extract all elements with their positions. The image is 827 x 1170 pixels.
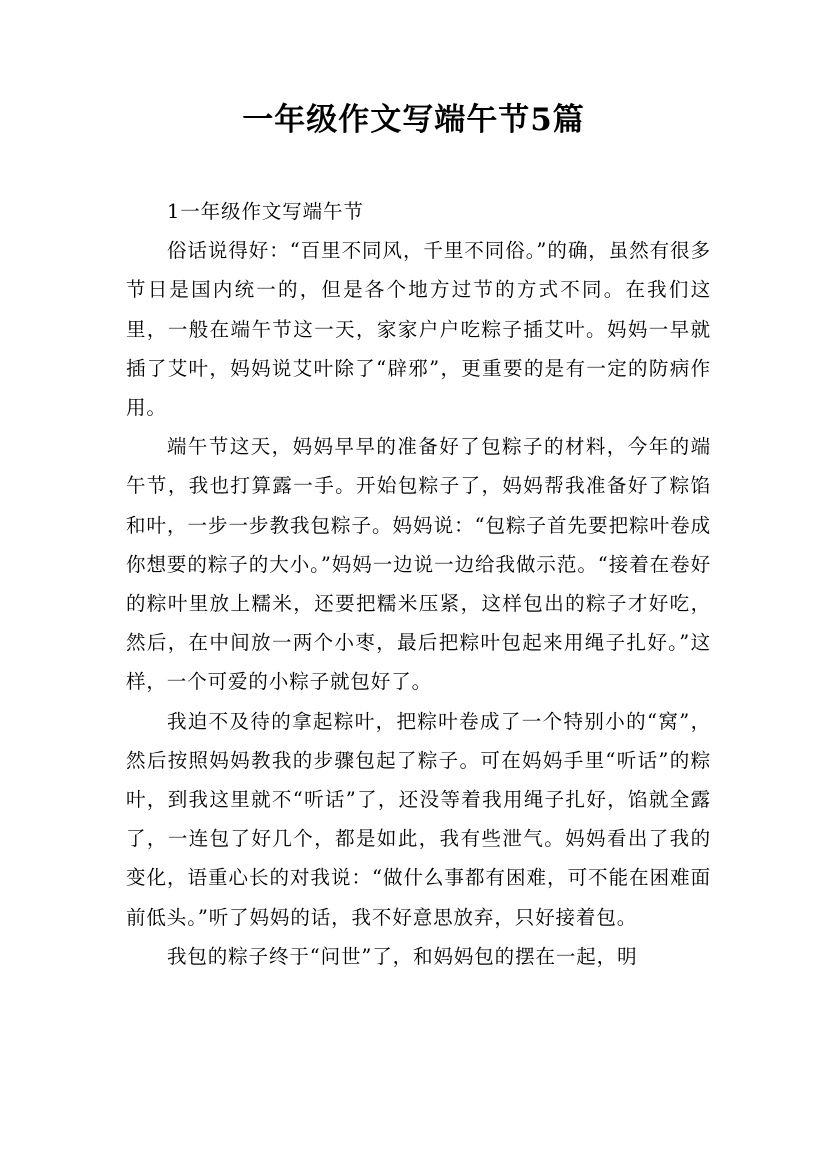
document-body <box>126 192 711 976</box>
body-paragraph: 我包的粽子终于“问世”了，和妈妈包的摆在一起，明 <box>166 944 638 968</box>
body-paragraph: 俗话说得好：“百里不同风，千里不同俗。”的确，虽然有很多节日是国内统一的，但是各个地方过节的方式不同。在我们这里，一般在端午节这一天，家家户户吃粽子插艾叶。妈妈一早就插了艾叶，妈妈说艾叶除了“辟邪”，更重要的是有一定的防病作用。 <box>126 239 711 420</box>
body-paragraph: 端午节这天，妈妈早早的准备好了包粽子的材料，今年的端午节，我也打算露一手。开始包粽子了，妈妈帮我准备好了粽馅和叶，一步一步教我包粽子。妈妈说：“包粽子首先要把粽叶卷成你想要的粽子的大小。”妈妈一边说一边给我做示范。“接着在卷好的粽叶里放上糯米，还要把糯米压紧，这样包出的粽子才好吃，然后，在中间放一两个小枣，最后把粽叶包起来用绳子扎好。”这样，一个可爱的小粽子就包好了。 <box>126 435 711 694</box>
body-paragraph: 我迫不及待的拿起粽叶，把粽叶卷成了一个特别小的“窝”，然后按照妈妈教我的步骤包起了粽子。可在妈妈手里“听话”的粽叶，到我这里就不“听话”了，还没等着我用绳子扎好，馅就全露了，一连包了好几个，都是如此，我有些泄气。妈妈看出了我的变化，语重心长的对我说：“做什么事都有困难，可不能在困难面前低头。”听了妈妈的话，我不好意思放弃，只好接着包。 <box>126 709 711 929</box>
document-title: 一年级作文写端午节5篇 <box>242 102 585 138</box>
section-heading: 1一年级作文写端午节 <box>166 200 364 223</box>
